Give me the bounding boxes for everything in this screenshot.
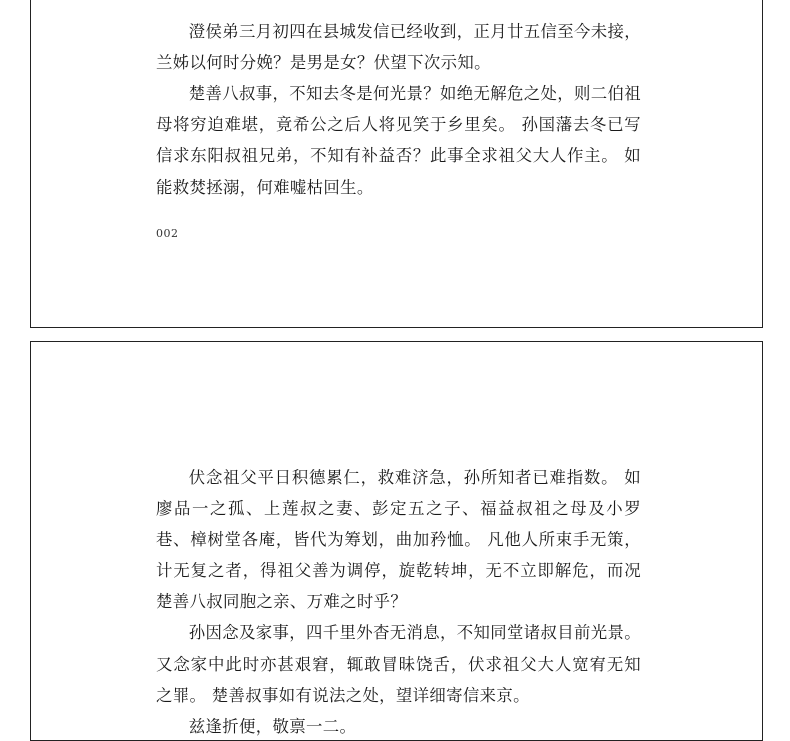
- page-top-text: [156, 0, 641, 203]
- document-page-bottom: [30, 341, 763, 741]
- partial-line-fragment: [156, 0, 641, 16]
- document-page-top: [30, 0, 763, 328]
- page-bottom-text: [156, 462, 641, 741]
- paragraph: 澄侯弟三月初四在县城发信已经收到，正月廿五信至今未接，兰姊以何时分娩？是男是女？伏望下次示知。: [156, 22, 641, 73]
- paragraph: 伏念祖父平日积德累仁，救难济急，孙所知者已难指数。 如廖品一之孤、上莲叔之妻、彭定五之子、福益叔祖之母及小罗巷、樟树堂各庵，皆代为筹划，曲加矜恤。 凡他人所束手无策，计无复之者，得祖父善为调停，旋乾转坤，无不立即解危，而况楚善八叔同胞之亲、万难之时乎？: [156, 468, 641, 612]
- paragraph: 孙因念及家事，四千里外杳无消息，不知同堂诸叔目前光景。又念家中此时亦甚艰窘，辄敢冒昧饶舌，伏求祖父大人宽宥无知之罪。 楚善叔事如有说法之处，望详细寄信来京。: [156, 623, 641, 705]
- page-number: 002: [156, 227, 179, 240]
- paragraph: 楚善八叔事，不知去冬是何光景？如绝无解危之处，则二伯祖母将穷迫难堪，竟希公之后人将见笑于乡里矣。 孙国藩去冬已写信求东阳叔祖兄弟，不知有补益否？此事全求祖父大人作主。 如能救焚拯溺，何难嘘枯回生。: [156, 84, 641, 197]
- paragraph: 兹逢折便，敬禀一二。: [188, 716, 357, 736]
